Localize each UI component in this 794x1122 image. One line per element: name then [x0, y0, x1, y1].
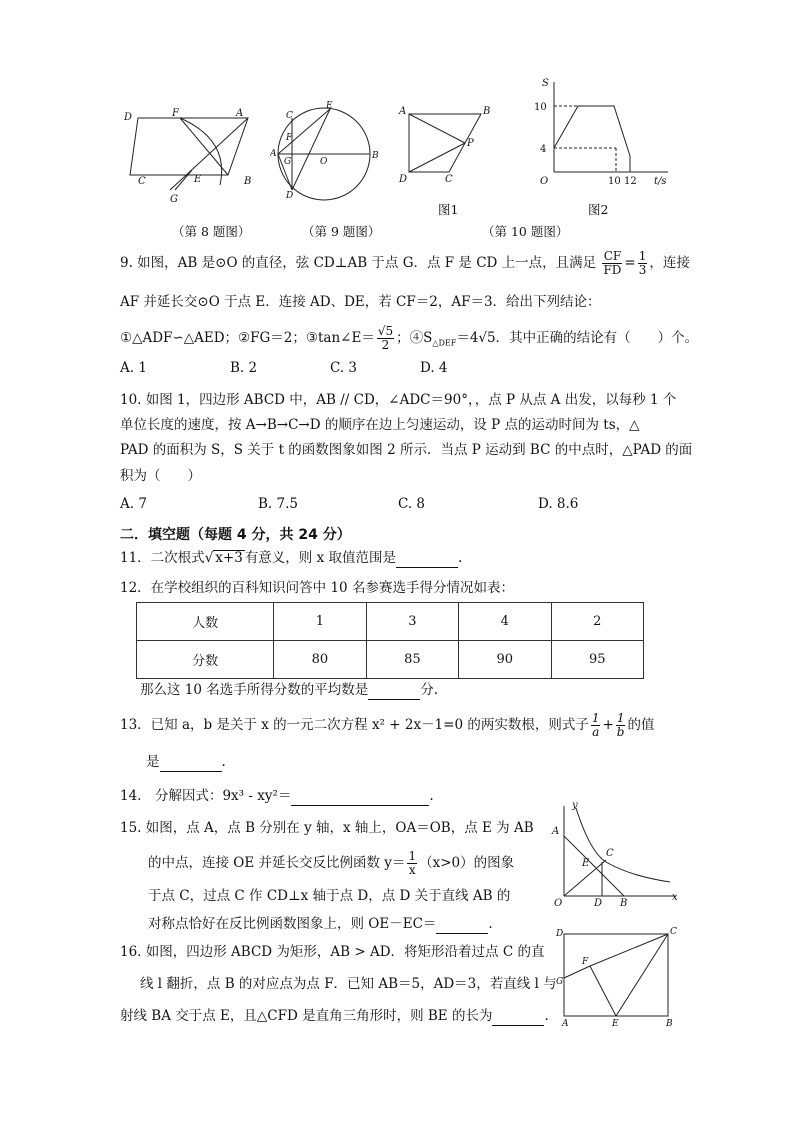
q13-text: 的值	[627, 717, 655, 733]
q11-line: 11．二次根式√ x+3 有意义，则 x 取值范围是 .	[120, 550, 463, 566]
fig8-label-C: C	[138, 176, 146, 187]
section-title: 二．填空题（每题 4 分，共 24 分）	[120, 527, 351, 543]
q13-fraction-b	[616, 712, 626, 739]
frac-num: 1	[638, 249, 647, 263]
q9-text: ，连接	[649, 255, 690, 271]
table-cell: 1	[274, 603, 366, 641]
caption-fig2: 图2	[588, 202, 609, 217]
fig9-label-F: F	[286, 133, 293, 143]
q13-line2	[146, 752, 226, 772]
q15-text: 的中点，连接 OE 并延长交反比例函数 y＝	[148, 855, 406, 871]
fig10a-label-P: P	[467, 138, 474, 149]
q11-answer-blank[interactable]	[396, 553, 458, 568]
q15-line3: 于点 C，过点 C 作 CD⊥x 轴于点 D，点 D 关于直线 AB 的	[148, 888, 511, 904]
subscript: △DEF	[432, 338, 457, 348]
fig8-label-B: B	[244, 176, 252, 187]
fig9-label-C: C	[286, 111, 293, 121]
frac-num: 1	[408, 849, 417, 863]
q15-line2	[148, 850, 514, 877]
fig9-label-G: G	[284, 157, 292, 167]
q9-text: ＝4√5．其中正确的结论有（ ）个。	[456, 330, 699, 346]
q9-option-b: B. 2	[230, 360, 258, 376]
q10-line4: 积为（ ）	[120, 468, 201, 484]
plus: +	[602, 717, 614, 733]
fig15-label-x: x	[672, 892, 678, 903]
score-table	[136, 602, 644, 679]
q9-text: ；④S	[396, 330, 433, 346]
q10-line1: 10. 如图 1，四边形 ABCD 中，AB // CD，∠ADC＝90°，，点 P 从点 A 出发，以每秒 1 个	[120, 392, 677, 408]
q10-option-c: C. 8	[398, 496, 426, 512]
q10-option-a: A. 7	[120, 496, 147, 512]
table-cell: 2	[551, 603, 643, 641]
q9-text: ①△ADF∽△AED；②FG＝2；③tan∠E＝	[120, 330, 375, 346]
table-cell: 80	[274, 641, 366, 679]
table-cell: 人数	[137, 603, 274, 641]
fig9-label-E: E	[326, 101, 333, 111]
q14-answer-blank[interactable]	[291, 791, 429, 806]
parallelogram	[130, 118, 248, 175]
fig15-label-D: D	[594, 898, 603, 909]
fig10b-tick-4: 4	[540, 144, 547, 155]
table-row	[137, 641, 644, 679]
table-cell: 分数	[137, 641, 274, 679]
q16-line3	[120, 1006, 549, 1026]
q13-text: 是	[146, 754, 160, 770]
q13-line1	[120, 712, 654, 739]
fig10a-label-C: C	[445, 174, 453, 185]
fig16-label-G: G	[556, 977, 564, 987]
fig9-label-D: D	[286, 191, 294, 201]
figure-15	[546, 800, 682, 910]
figure-8	[120, 100, 270, 210]
q11-text: 11．二次根式	[120, 550, 205, 566]
frac-num: CF	[603, 249, 622, 263]
figure-9	[270, 98, 385, 208]
q12-text: 分.	[420, 682, 439, 698]
fig15-label-B: B	[620, 898, 628, 909]
fig15-label-C: C	[606, 848, 614, 859]
fig10b-tick-10: 10	[534, 102, 547, 113]
table-cell: 4	[459, 603, 551, 641]
fig9-label-B: B	[372, 151, 379, 161]
fig16-label-C: C	[670, 927, 677, 937]
fig16-label-B: B	[666, 1019, 673, 1028]
fig15-label-y: y	[572, 800, 578, 811]
fig16-label-A: A	[562, 1019, 569, 1028]
q15-line1: 15. 如图，点 A，点 B 分别在 y 轴，x 轴上，OA＝OB，点 E 为 AB	[120, 820, 534, 836]
q9-text: 9. 如图，AB 是⊙O 的直径，弦 CD⊥AB 于点 G．点 F 是 CD 上一点，且满足	[120, 255, 597, 271]
fig8-label-E: E	[194, 174, 202, 185]
q9-option-a: A. 1	[120, 360, 147, 376]
fig10a-label-B: B	[483, 106, 491, 117]
q11-text: .	[458, 550, 463, 566]
q16-line2: 线 l 翻折，点 B 的对应点为点 F．已知 AB＝5，AD＝3，若直线 l 与	[140, 976, 557, 992]
table-row	[137, 603, 644, 641]
fig16-label-D: D	[556, 929, 564, 939]
q11-radicand: x+3	[215, 550, 243, 566]
q10-line2: 单位长度的速度，按 A→B→C→D 的顺序在边上匀速运动，设 P 点的运动时间为 ts，△	[120, 417, 640, 433]
equals: =	[624, 255, 636, 271]
fig9-label-O: O	[320, 157, 328, 167]
caption-fig9: （第 9 题图）	[302, 224, 381, 239]
frac-den: x	[408, 863, 416, 877]
q14-text: .	[429, 788, 434, 804]
caption-fig1: 图1	[438, 202, 459, 217]
fig10a-label-D: D	[399, 174, 408, 185]
q12-after	[140, 680, 438, 700]
table-cell: 90	[459, 641, 551, 679]
q9-line2: AF 并延长交⊙O 于点 E．连接 AD、DE，若 CF＝2，AF＝3．给出下列结论：	[120, 294, 601, 310]
q13-answer-blank[interactable]	[160, 757, 222, 772]
q14-text: 14. 分解因式：9x³ - xy²＝	[120, 788, 292, 804]
figure-10-1	[395, 100, 495, 188]
fig10b-label-S: S	[542, 78, 549, 89]
q13-text: .	[221, 754, 226, 770]
frac-den: FD	[603, 263, 622, 277]
fig16-label-F: F	[582, 957, 589, 967]
fig8-label-F: F	[172, 108, 179, 119]
caption-fig10: （第 10 题图）	[482, 224, 569, 239]
q16-line1: 16. 如图，四边形 ABCD 为矩形，AB > AD．将矩形沿着过点 C 的直	[120, 944, 545, 960]
q16-text: .	[544, 1008, 549, 1024]
table-cell: 95	[551, 641, 643, 679]
fig8-label-A: A	[236, 108, 244, 119]
q11-text: 有意义，则 x 取值范围是	[244, 550, 397, 566]
table-cell: 85	[366, 641, 458, 679]
q15-text: 对称点恰好在反比例函数图象上，则 OE－EC＝	[148, 916, 437, 932]
fig10b-tick-x10: 10	[608, 176, 621, 187]
frac-den: 3	[638, 263, 647, 277]
frac-num: √5	[377, 324, 394, 338]
fig8-label-D: D	[124, 112, 133, 123]
q10-option-d: D. 8.6	[538, 496, 579, 512]
q14-line	[120, 786, 434, 806]
frac-num: 1	[591, 711, 600, 725]
q13-text: 13．已知 a，b 是关于 x 的一元二次方程 x² + 2x－1=0 的两实数根，则式子	[120, 717, 589, 733]
q12-intro: 12．在学校组织的百科知识问答中 10 名参赛选手得分情况如表：	[120, 580, 514, 596]
fig10b-tick-x12: 12	[624, 176, 637, 187]
frac-den: b	[616, 725, 625, 739]
frac-num: 1	[616, 711, 625, 725]
fig15-label-O: O	[554, 898, 563, 909]
q16-text: 射线 BA 交于点 E，且△CFD 是直角三角形时，则 BE 的长为	[120, 1008, 493, 1024]
fig9-label-A: A	[270, 149, 277, 159]
frac-den: 2	[381, 338, 390, 352]
fig8-label-G: G	[170, 194, 178, 205]
q10-option-b: B. 7.5	[258, 496, 298, 512]
fig15-label-E: E	[582, 858, 590, 869]
fig10a-label-A: A	[399, 106, 407, 117]
fig10b-label-O: O	[540, 176, 549, 187]
frac-den: a	[592, 725, 600, 739]
caption-fig8: （第 8 题图）	[172, 224, 251, 239]
figure-10-2	[530, 76, 680, 190]
q9-fraction-cf-fd	[602, 250, 622, 277]
q9-option-c: C. 3	[330, 360, 358, 376]
q16-answer-blank[interactable]	[492, 1011, 544, 1026]
q15-answer-blank[interactable]	[436, 919, 488, 934]
q15-text: （x>0）的图象	[419, 855, 515, 871]
table-cell: 3	[366, 603, 458, 641]
figure-16	[554, 924, 684, 1028]
q15-line4	[148, 914, 493, 934]
q9-fraction-one-third	[638, 250, 648, 277]
q9-fraction-tan	[377, 325, 394, 352]
q12-text: 那么这 10 名选手所得分数的平均数是	[140, 682, 369, 698]
fig15-label-A: A	[552, 826, 560, 837]
q15-fraction	[407, 850, 417, 877]
q13-fraction-a	[591, 712, 601, 739]
q9-line1	[120, 250, 690, 277]
q15-text: .	[488, 916, 493, 932]
fig16-label-E: E	[612, 1019, 619, 1028]
q9-option-d: D. 4	[420, 360, 448, 376]
q12-answer-blank[interactable]	[368, 685, 420, 700]
fig10b-label-t: t/s	[654, 176, 667, 187]
q10-line3: PAD 的面积为 S，S 关于 t 的函数图象如图 2 所示．当点 P 运动到 BC 的中点时，△PAD 的面	[120, 442, 693, 458]
q9-line3	[120, 325, 698, 354]
